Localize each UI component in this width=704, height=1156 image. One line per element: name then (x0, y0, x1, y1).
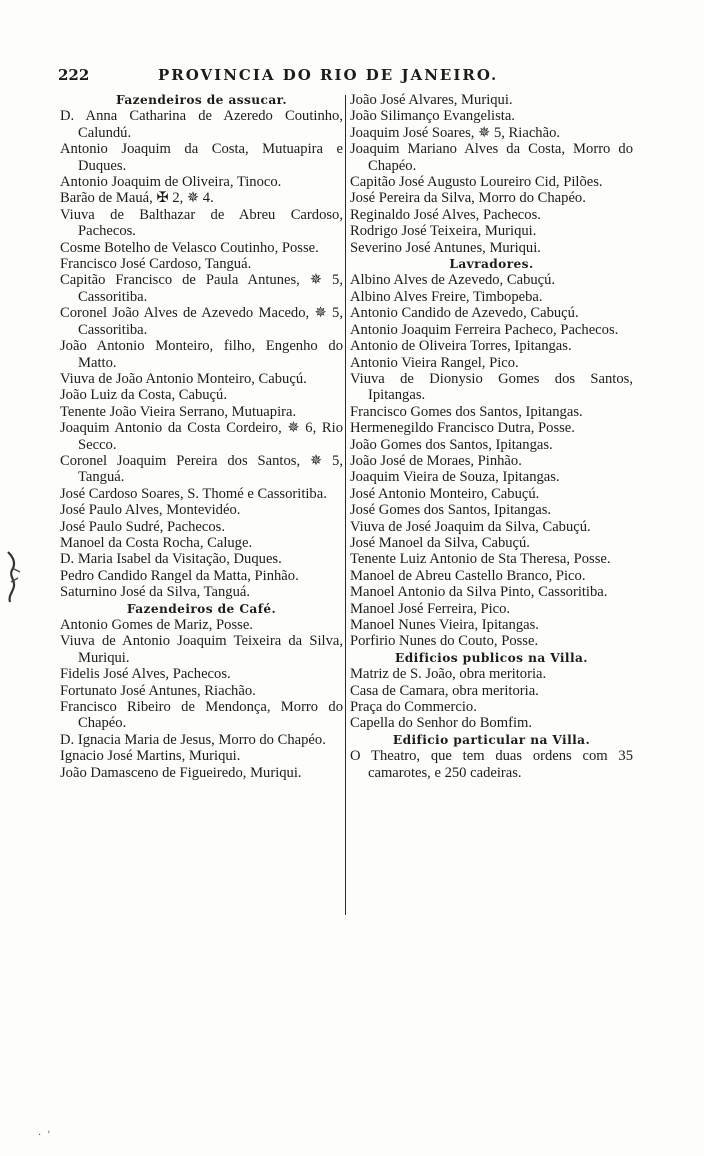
list-entry: Antonio de Oliveira Torres, Ipitangas. (350, 338, 572, 355)
right-column (350, 92, 633, 781)
list-entry: Porfirio Nunes do Couto, Posse. (350, 633, 539, 650)
list-entry: Joaquim Mariano Alves da Costa, Morro do Chapéo. (350, 141, 633, 174)
list-entry: Praça do Commercio. (350, 699, 477, 716)
list-entry: Albino Alves de Azevedo, Cabuçú. (350, 272, 556, 289)
list-entry: Coronel Joaquim Pereira dos Santos, ✵ 5, Tanguá. (60, 452, 343, 486)
list-entry: Hermenegildo Francisco Dutra, Posse. (350, 420, 575, 437)
page-number: 222 (58, 66, 90, 84)
list-entry: Antonio Vieira Rangel, Pico. (350, 354, 519, 371)
list-entry: Viuva de José Joaquim da Silva, Cabuçú. (350, 518, 591, 535)
list-entry: Antonio Gomes de Mariz, Posse. (60, 617, 253, 633)
list-entry: Francisco Gomes dos Santos, Ipitangas. (350, 403, 583, 420)
list-entry: Ignacio José Martins, Muriqui. (60, 748, 241, 765)
section-heading: Lavradores. (449, 257, 534, 272)
list-entry: José Paulo Sudré, Pachecos. (60, 518, 225, 535)
running-header (58, 66, 632, 88)
list-entry: João Gomes dos Santos, Ipitangas. (350, 436, 553, 453)
list-entry: José Paulo Alves, Montevidéo. (60, 502, 241, 519)
list-entry: Manoel Nunes Vieira, Ipitangas. (350, 617, 539, 633)
list-entry: João Antonio Monteiro, filho, Engenho do Matto. (60, 338, 343, 371)
section-heading: Fazendeiros de assucar. (115, 93, 288, 107)
list-entry: Antonio Joaquim da Costa, Mutuapira e Duques. (60, 141, 343, 174)
list-entry: Fortunato José Antunes, Riachão. (60, 682, 256, 699)
section-heading: Edificios publicos na Villa. (395, 650, 588, 665)
section-heading: Fazendeiros de Café. (126, 601, 277, 616)
list-entry: Joaquim Vieira de Souza, Ipitangas. (350, 469, 560, 486)
list-entry: Tenente Luiz Antonio de Sta Theresa, Posse. (350, 551, 611, 568)
list-entry: João Silimanço Evangelista. (350, 108, 515, 125)
list-entry: Antonio Candido de Azevedo, Cabuçú. (350, 305, 579, 322)
list-entry: D. Maria Isabel da Visitação, Duques. (60, 551, 282, 568)
list-entry: Casa de Camara, obra meritoria. (350, 682, 539, 699)
list-entry: Cosme Botelho de Velasco Coutinho, Posse. (60, 239, 319, 256)
list-entry: Francisco Ribeiro de Mendonça, Morro do Chapéo. (60, 699, 343, 732)
list-entry: Fidelis José Alves, Pachecos. (60, 666, 231, 683)
list-entry: Viuva de Dionysio Gomes dos Santos, Ipitangas. (350, 370, 633, 404)
page-specks: · ' (38, 1130, 51, 1141)
list-entry: Manoel José Ferreira, Pico. (350, 600, 511, 617)
list-entry: Albino Alves Freire, Timbopeba. (350, 288, 543, 305)
list-entry: D. Anna Catharina de Azeredo Coutinho, Calundú. (60, 108, 343, 141)
section-heading: Edificio particular na Villa. (392, 732, 591, 747)
list-entry: Viuva de Balthazar de Abreu Cardoso, Pachecos. (60, 206, 343, 240)
list-entry: José Pereira da Silva, Morro do Chapéo. (350, 190, 586, 207)
list-entry: Coronel João Alves de Azevedo Macedo, ✵ 5, Cassoritiba. (60, 305, 343, 338)
column-divider (345, 95, 346, 915)
list-entry: Pedro Candido Rangel da Matta, Pinhão. (60, 567, 299, 584)
list-entry: Capitão José Augusto Loureiro Cid, Pilões. (350, 174, 603, 191)
list-entry: O Theatro, que tem duas ordens com 35 camarotes, e 250 cadeiras. (350, 748, 633, 781)
list-entry: Tenente João Vieira Serrano, Mutuapira. (60, 403, 297, 420)
list-entry: José Manoel da Silva, Cabuçú. (350, 534, 530, 551)
left-column (60, 92, 343, 781)
list-entry: Capella do Senhor do Bomfim. (350, 715, 532, 732)
list-entry: Francisco José Cardoso, Tanguá. (60, 256, 252, 273)
list-entry: José Gomes dos Santos, Ipitangas. (350, 502, 552, 519)
list-entry: Viuva de Antonio Joaquim Teixeira da Silva, Muriqui. (60, 633, 343, 666)
page-title: PROVINCIA DO RIO DE JANEIRO. (158, 66, 499, 84)
list-entry: Manoel da Costa Rocha, Caluge. (60, 534, 253, 551)
list-entry: Saturnino José da Silva, Tanguá. (60, 584, 251, 601)
list-entry: João Damasceno de Figueiredo, Muriqui. (60, 764, 302, 781)
list-entry: Rodrigo José Teixeira, Muriqui. (350, 223, 537, 240)
list-entry: Manoel Antonio da Silva Pinto, Cassoritiba. (350, 584, 608, 601)
list-entry: José Antonio Monteiro, Cabuçú. (350, 485, 540, 502)
list-entry: Capitão Francisco de Paula Antunes, ✵ 5, Cassoritiba. (60, 272, 343, 305)
list-entry: Matriz de S. João, obra meritoria. (350, 666, 547, 683)
list-entry: Barão de Mauá, ✠ 2, ✵ 4. (60, 190, 214, 207)
list-entry: Joaquim José Soares, ✵ 5, Riachão. (350, 124, 561, 141)
list-entry: Reginaldo José Alves, Pachecos. (350, 206, 541, 223)
list-entry: Joaquim Antonio da Costa Cordeiro, ✵ 6, Rio Secco. (60, 420, 343, 453)
list-entry: João José de Moraes, Pinhão. (350, 452, 522, 469)
margin-ink-mark (0, 548, 30, 606)
list-entry: Antonio Joaquim de Oliveira, Tinoco. (60, 174, 282, 191)
list-entry: Viuva de João Antonio Monteiro, Cabuçú. (60, 370, 307, 387)
list-entry: Antonio Joaquim Ferreira Pacheco, Pachecos. (350, 321, 619, 338)
list-entry: José Cardoso Soares, S. Thomé e Cassoritiba. (60, 485, 327, 502)
list-entry: João Luiz da Costa, Cabuçú. (60, 387, 227, 404)
list-entry: Manoel de Abreu Castello Branco, Pico. (350, 567, 586, 584)
list-entry: D. Ignacia Maria de Jesus, Morro do Chapéo. (60, 731, 326, 748)
list-entry: João José Alvares, Muriqui. (350, 92, 513, 108)
list-entry: Severino José Antunes, Muriqui. (350, 239, 541, 256)
